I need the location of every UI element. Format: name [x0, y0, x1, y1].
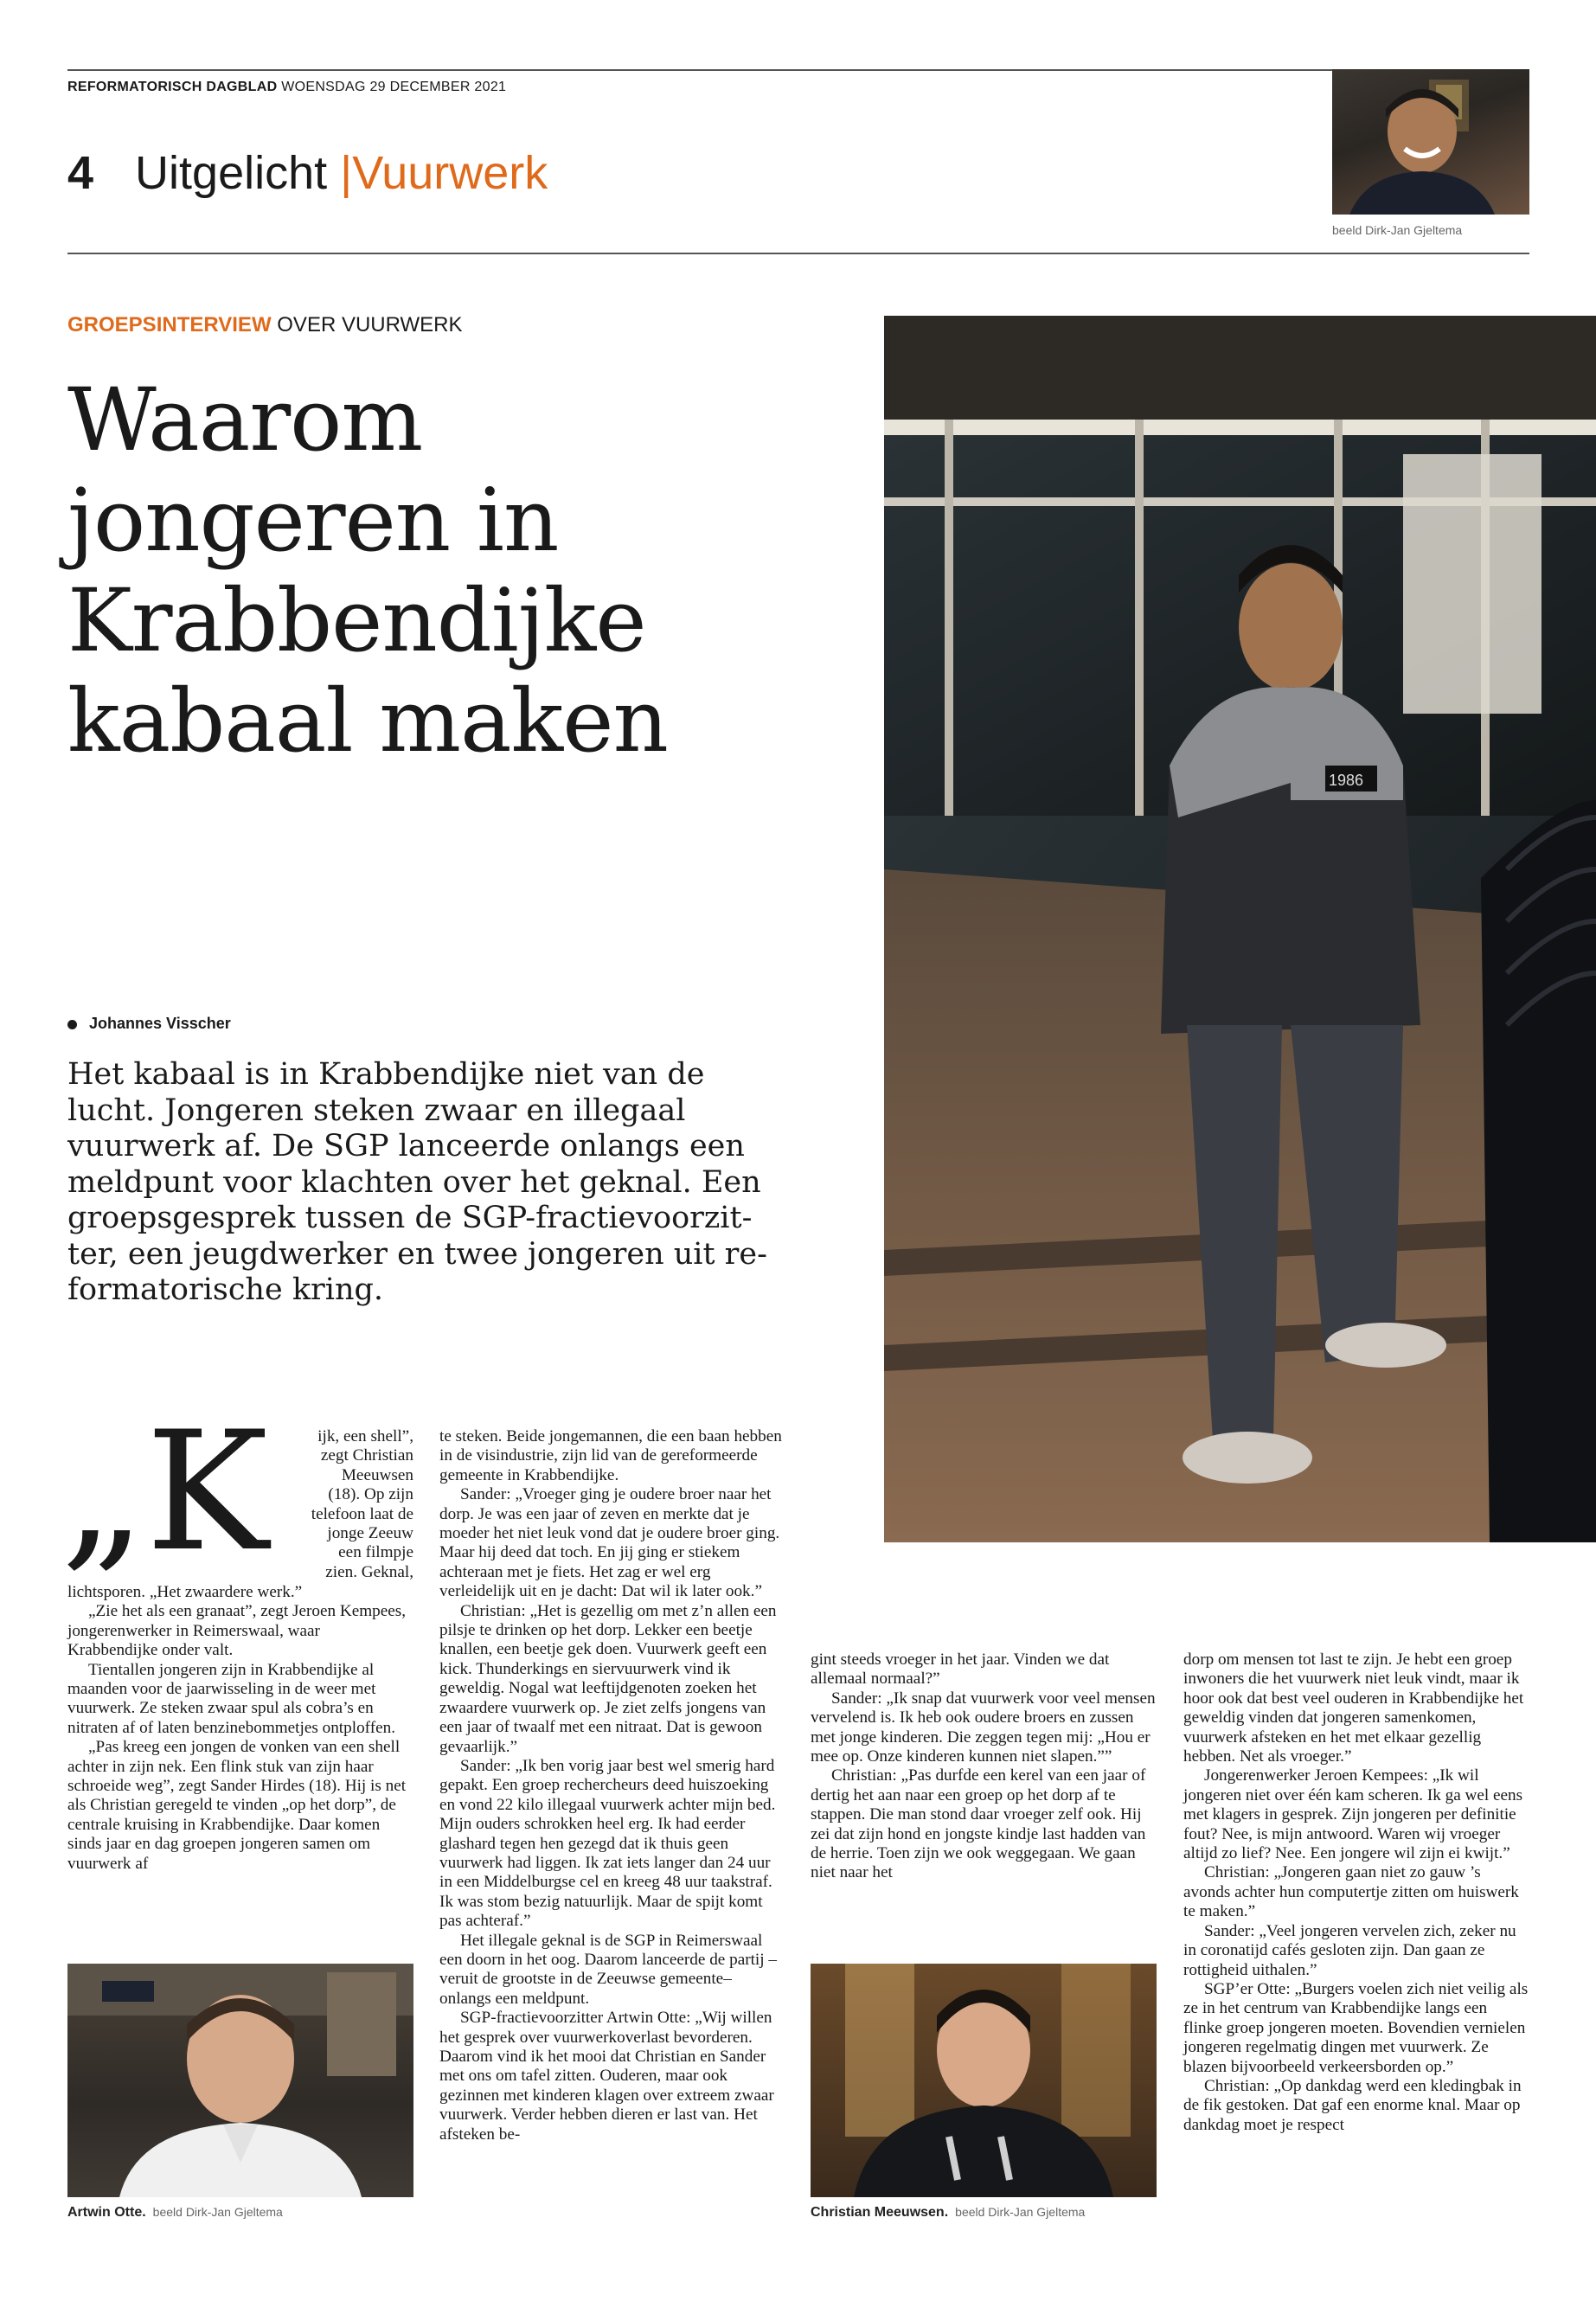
lead-line: groepsgesprek tussen de SGP-fractievoorzit- [67, 1201, 753, 1235]
paragraph: Sander: „Veel jongeren vervelen zich, zeker nu in coronatijd cafés gesloten zijn. Dan gaan ze rottigheid uithalen.” [1183, 1921, 1516, 1979]
intro-line: ijk, een shell”, [317, 1427, 413, 1445]
masthead [67, 80, 506, 95]
jacket-badge-text: 1986 [1329, 772, 1364, 789]
paragraph: Christian: „Jongeren gaan niet zo gauw ’s avonds achter hun computertje zitten om huiswerk te maken.” [1183, 1863, 1519, 1921]
paragraph: SGP’er Otte: „Burgers voelen zich niet veilig als ze in het centrum van Krabbendijke langs een flinke groep jongeren moeten. Bovendien vernielen jongeren regelmatig dingen met vuurwerk. Ze blazen bijvoorbeeld verkeersborden op.” [1183, 1979, 1529, 2076]
headline-line: Waarom [67, 369, 423, 471]
paragraph: Tientallen jongeren zijn in Krabbendijke al maanden voor de jaarwisseling in de weer met vuurwerk. Ze steken zwaar spul als cobra’s en nitraten af of laten benzinebommetjes ontploffen. [67, 1660, 395, 1737]
col1-intro [292, 1427, 413, 1582]
paragraph: SGP-fractievoorzitter Artwin Otte: „Wij willen het gesprek over vuurwerkoverlast bevorderen. Daarom vind ik het mooi dat Christian en Sander met ons om tafel zitten. Ouderen, maar ook gezinnen met kinderen klagen over extreem zwaar vuurwerk. Verder hebben dieren er last van. Het afsteken be- [439, 2009, 774, 2144]
byline [67, 1015, 231, 1033]
section-separator: | [340, 147, 353, 199]
paragraph: Het illegale geknal is de SGP in Reimerswaal een doorn in het oog. Daarom lanceerde de partij –veruit de grootste in de Zeeuwse gemeente– onlangs een meldpunt. [439, 1931, 777, 2008]
top-rule [67, 69, 1529, 71]
column-3 [811, 1650, 1157, 1883]
byline-bullet-icon [67, 1020, 77, 1029]
paragraph: Christian: „Op dankdag werd een kledingbak in de fik gestoken. Dat gaf een enorme knal. Maar op dankdag moet je respect [1183, 2076, 1522, 2134]
lead-line: Het kabaal is in Krabbendijke niet van de [67, 1057, 705, 1092]
paragraph: Christian: „Pas durfde een kerel van een jaar of dertig het aan naar een groep op het dorp af te stappen. Die man stond daar vroeger zelf ook. Hij zei dat zijn hond en jongste kindje last hadden van de herrie. Toen zijn we ook weggegaan. We gaan niet naar het [811, 1766, 1146, 1882]
paper-name: REFORMATORISCH DAGBLAD [67, 80, 278, 94]
intro-line: zegt Christian [320, 1446, 413, 1465]
headline [67, 370, 846, 772]
lead-line: vuurwerk af. De SGP lanceerde onlangs een [67, 1129, 745, 1163]
header-bottom-rule [67, 253, 1529, 254]
meeuwsen-photo [811, 1964, 1157, 2197]
headline-line: Krabbendijke [67, 570, 646, 671]
page-number: 4 [67, 147, 94, 199]
paragraph: „Zie het als een granaat”, zegt Jeroen Kempees, jongerenwerker in Reimerswaal, waar Krabbendijke onder valt. [67, 1602, 407, 1660]
headline-line: jongeren in [67, 470, 559, 571]
meeuwsen-caption [811, 2205, 1085, 2221]
lead-line: meldpunt voor klachten over het geknal. Een [67, 1164, 761, 1200]
section-label: Uitgelicht [135, 147, 328, 199]
author-photo [1332, 69, 1529, 215]
subsection-label: Vuurwerk [352, 147, 548, 199]
paragraph: lichtsporen. „Het zwaardere werk.” [67, 1583, 303, 1601]
caption-credit: beeld Dirk-Jan Gjeltema [152, 2205, 283, 2219]
otte-caption [67, 2205, 283, 2221]
intro-line: jonge Zeeuw [327, 1524, 413, 1543]
paragraph: Sander: „Vroeger ging je oudere broer naar het dorp. Je was een jaar of zeven en merkte dat je moeder het niet leuk vond dat je oudere broer ging. Maar hij deed dat toch. En jij ging er stiekem achteraan met je fiets. Het zag er wel erg verleidelijk uit en je dacht: Dat wil ik later ook.” [439, 1485, 780, 1601]
lead-line: formatorische kring. [67, 1272, 384, 1307]
kicker [67, 313, 463, 337]
lead-line: lucht. Jongeren steken zwaar en illegaal [67, 1093, 686, 1128]
lead-line: ter, een jeugdwerker en twee jongeren uit re- [67, 1236, 767, 1272]
otte-photo [67, 1964, 413, 2197]
drop-cap: „K [61, 1396, 269, 1587]
intro-line: zien. Geknal, [325, 1562, 413, 1581]
paragraph: dorp om mensen tot last te zijn. Je hebt een groep inwoners die het vuurwerk niet leuk vindt, maar ik hoor ook dat best veel ouderen in Krabbendijke het geweldig vinden dat jongeren samenkomen, vuurwerk afsteken en het met elkaar gezellig hebben. Net als vroeger.” [1183, 1650, 1524, 1766]
paragraph: „Pas kreeg een jongen de vonken van een shell achter in zijn nek. Een flink stuk van zijn haar schroeide weg”, zegt Sander Hirdes (18). Hij is net als Christian geregeld te vinden „op het dorp”, de centrale kruising in Krabbendijke. Daar komen sinds jaar en dag groepen jongeren samen om vuurwerk af [67, 1738, 407, 1873]
intro-line: (18). Op zijn [328, 1485, 413, 1504]
paragraph: Christian: „Het is gezellig om met z’n allen een pilsje te drinken op het dorp. Lekker een beetje knallen, een beetje gek doen. Vuurwerk geeft een kick. Thunderkings en siervuurwerk vind ik geweldig. Nogal wat leeftijdgenoten zoeken het zwaardere vuurwerk op. Je ziet zelfs jongens van een jaar of twaalf met een nitraat. Dat is gewoon gevaarlijk.” [439, 1601, 777, 1756]
caption-name: Christian Meeuwsen. [811, 2205, 949, 2220]
intro-line: Meeuwsen [341, 1465, 413, 1484]
caption-name: Artwin Otte. [67, 2205, 146, 2220]
intro-line: een filmpje [338, 1543, 413, 1562]
section-heading [67, 147, 548, 199]
kicker-accent: GROEPSINTERVIEW [67, 313, 272, 336]
author-photo-credit: beeld Dirk-Jan Gjeltema [1332, 223, 1463, 237]
column-2 [439, 1427, 787, 2144]
caption-credit: beeld Dirk-Jan Gjeltema [955, 2205, 1086, 2219]
paragraph: te steken. Beide jongemannen, die een baan hebben in de visindustrie, zijn lid van de gereformeerde gemeente in Krabbendijke. [439, 1427, 782, 1484]
headline-line: kabaal maken [67, 670, 668, 772]
article-lead [67, 1057, 863, 1309]
intro-line: telefoon laat de [311, 1504, 413, 1523]
column-4 [1183, 1650, 1529, 2135]
paragraph: gint steeds vroeger in het jaar. Vinden we dat allemaal normaal?” [811, 1650, 1110, 1689]
column-1 [67, 1583, 413, 1874]
paragraph: Jongerenwerker Jeroen Kempees: „Ik wil jongeren niet over één kam scheren. Ik ga wel eens met klagers in gesprek. Zijn jongeren per definitie fout? Nee, is mijn antwoord. Waren wij vroeger altijd zo lief? Nee. Een jongere wil zijn ei kwijt.” [1183, 1766, 1523, 1863]
main-photo [884, 316, 1596, 1542]
paragraph: Sander: „Ik snap dat vuurwerk voor veel mensen vervelend is. Ik heb ook oudere broers en zussen met jonge kinderen. Die zeggen tegen mij: „Hou er mee op. Onze kinderen kunnen niet slapen.”” [811, 1689, 1156, 1766]
paragraph: Sander: „Ik ben vorig jaar best wel smerig hard gepakt. Een groep rechercheurs deed huiszoeking en vond 22 kilo illegaal vuurwerk achter mijn bed. Mijn ouders schrokken heel erg. Ik had eerder glashard tegen hen gezegd dat ik thuis geen vuurwerk had liggen. Ik zat iets langer dan 24 uur in een Middelburgse cel en kreeg 48 uur taakstraf. Ik was stom bezig natuurlijk. Maar de spijt komt pas achteraf.” [439, 1756, 776, 1931]
kicker-rest: OVER VUURWERK [277, 313, 463, 336]
byline-author: Johannes Visscher [89, 1015, 231, 1032]
issue-date: WOENSDAG 29 DECEMBER 2021 [281, 80, 507, 94]
